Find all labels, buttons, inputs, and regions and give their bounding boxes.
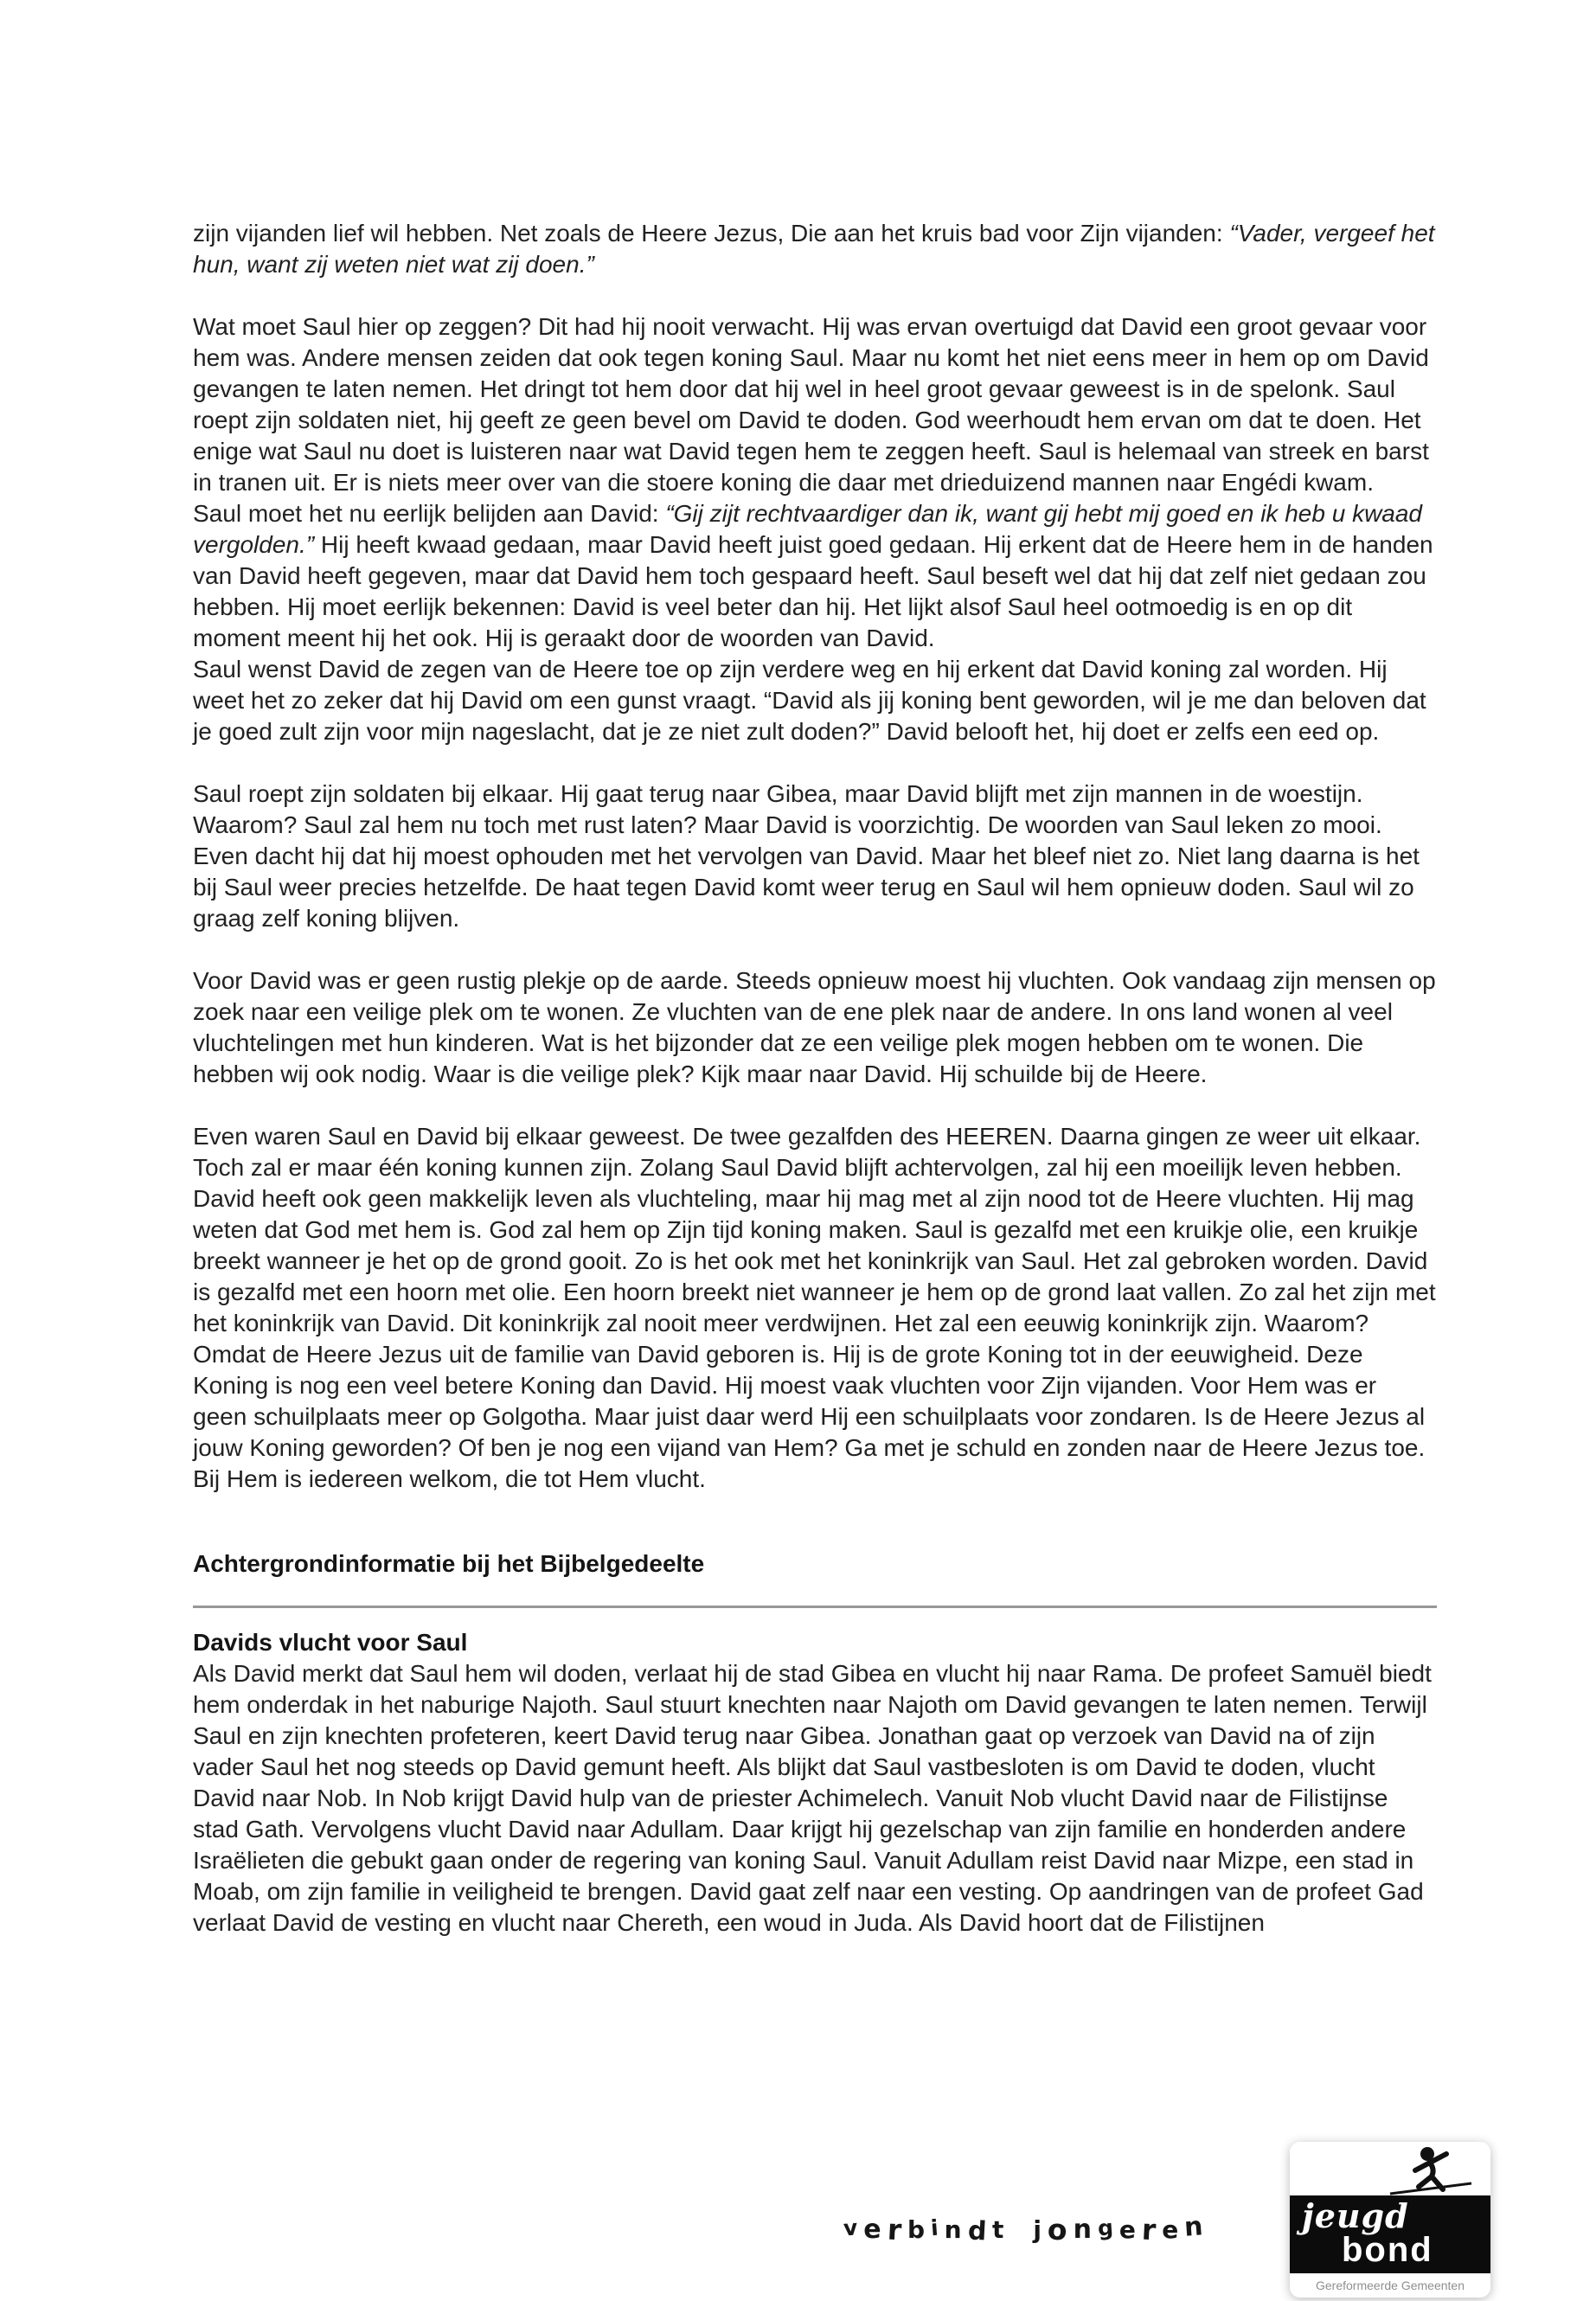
body-text: Hij heeft kwaad gedaan, maar David heeft juist goed gedaan. Hij erkent dat de Heere hem in de handen van David heeft gegeven, maar dat David hem toch gespaard heeft. Saul beseft wel dat hij dat zelf niet gedaan zou hebben. Hij moet eerlijk bekennen: David is veel beter dan hij. Het lijkt alsof Saul heel ootmoedig is en op dit moment meent hij het ook. Hij is geraakt door de woorden van David. <box>193 531 1433 651</box>
body-text: Saul roept zijn soldaten bij elkaar. Hij gaat terug naar Gibea, maar David blijft met zijn mannen in de woestijn. Waarom? Saul zal hem nu toch met rust laten? Maar David is voorzichtig. De woorden van Saul leken zo mooi. Even dacht hij dat hij moest ophouden met het vervolgen van David. Maar het bleef niet zo. Niet lang daarna is het bij Saul weer precies hetzelfde. De haat tegen David komt weer terug en Saul wil hem opnieuw doden. Saul wil zo graag zelf koning blijven. <box>193 780 1420 932</box>
paragraph <box>193 1658 1437 1939</box>
section-heading: Achtergrondinformatie bij het Bijbelgedeelte <box>193 1550 705 1577</box>
paragraph <box>193 1121 1437 1495</box>
paragraph <box>193 311 1437 498</box>
body-text: Wat moet Saul hier op zeggen? Dit had hij nooit verwacht. Hij was ervan overtuigd dat David een groot gevaar voor hem was. Andere mensen zeiden dat ook tegen koning Saul. Maar nu komt het niet eens meer in hem op om David gevangen te laten nemen. Het dringt tot hem door dat hij wel in heel groot gevaar geweest is in de spelonk. Saul roept zijn soldaten niet, hij geeft ze geen bevel om David te doden. God weerhoudt hem ervan om dat te doen. Het enige wat Saul nu doet is luisteren naar wat David tegen hem te zeggen heeft. Saul is helemaal van streek en barst in tranen uit. Er is niets meer over van die stoere koning die daar met drieduizend mannen naar Engédi kwam. <box>193 313 1429 496</box>
body-text: Als David merkt dat Saul hem wil doden, verlaat hij de stad Gibea en vlucht hij naar Rama. De profeet Samuël biedt hem onderdak in het naburige Najoth. Saul stuurt knechten naar Najoth om David gevangen te laten nemen. Terwijl Saul en zijn knechten profeteren, keert David terug naar Gibea. Jonathan gaat op verzoek van David na of zijn vader Saul het nog steeds op David gemunt heeft. Als blijkt dat Saul vastbesloten is om David te doden, vlucht David naar Nob. In Nob krijgt David hulp van de priester Achimelech. Vanuit Nob vlucht David naar de Filistijnse stad Gath. Vervolgens vlucht David naar Adullam. Daar krijgt hij gezelschap van zijn familie en honderden andere Israëlieten die gebukt gaan onder de regering van koning Saul. Vanuit Adullam reist David naar Mizpe, een stad in Moab, om zijn familie in veiligheid te brengen. David gaat zelf naar een vesting. Op aandringen van de profeet Gad verlaat David de vesting en vlucht naar Chereth, een woud in Juda. Als David hoort dat de Filistijnen <box>193 1660 1432 1936</box>
subsection-heading: Davids vlucht voor Saul <box>193 1629 468 1656</box>
logo-word-bond: bond <box>1342 2231 1433 2269</box>
paragraph <box>193 965 1437 1090</box>
body-text: Voor David was er geen rustig plekje op de aarde. Steeds opnieuw moest hij vluchten. Ook vandaag zijn mensen op zoek naar een veilige plek om te wonen. Ze vluchten van de ene plek naar de andere. In ons land wonen al veel vluchtelingen met hun kinderen. Wat is het bijzonder dat ze een veilige plek mogen hebben om te wonen. Die hebben wij ook nodig. Waar is die veilige plek? Kijk maar naar David. Hij schuilde bij de Heere. <box>193 967 1436 1087</box>
tagline-letter: v <box>843 2214 859 2241</box>
paragraph <box>193 654 1437 747</box>
tagline <box>843 2211 1209 2245</box>
tagline-letter: o <box>1046 2212 1068 2247</box>
tagline-letter: n <box>944 2215 962 2244</box>
logo-word-jeugd: jeugd <box>1302 2196 1409 2235</box>
tagline-letter: g <box>1097 2214 1114 2241</box>
logo-subtext: Gereformeerde Gemeenten <box>1290 2273 1490 2298</box>
paragraph <box>193 779 1437 934</box>
tagline-letter: r <box>886 2212 902 2247</box>
tagline-letter <box>1009 2214 1028 2240</box>
paragraph <box>193 498 1437 654</box>
body-text: Even waren Saul en David bij elkaar geweest. De twee gezalfden des HEEREN. Daarna gingen ze weer uit elkaar. Toch zal er maar één koning kunnen zijn. Zolang Saul David blijft achtervolgen, zal hij een moeilijk leven hebben. David heeft ook geen makkelijk leven als vluchteling, maar hij mag met al zijn nood tot de Heere vluchten. Hij mag weten dat God met hem is. God zal hem op Zijn tijd koning maken. Saul is gezalfd met een kruikje olie, een kruikje breekt wanneer je het op de grond gooit. Zo is het ook met het koninkrijk van Saul. Het zal gebroken worden. David is gezalfd met een hoorn met olie. Een hoorn breekt niet wanneer je hem op de grond laat vallen. Zo zal het zijn met het koninkrijk van David. Dit koninkrijk zal nooit meer verdwijnen. Het zal een eeuwig koninkrijk zijn. Waarom? Omdat de Heere Jezus uit de familie van David geboren is. Hij is de grote Koning tot in der eeuwigheid. Deze Koning is nog een veel betere Koning dan David. Hij moest vaak vluchten voor Zijn vijanden. Voor Hem was er geen schuilplaats meer op Golgotha. Maar juist daar werd Hij een schuilplaats voor zondaren. Is de Heere Jezus al jouw Koning geworden? Of ben je nog een vijand van Hem? Ga met je schuld en zonden naar de Heere Jezus toe. Bij Hem is iedereen welkom, die tot Hem vlucht. <box>193 1123 1436 1492</box>
body-text: Saul moet het nu eerlijk belijden aan David: <box>193 500 666 527</box>
background-text <box>193 1658 1437 1939</box>
body-text: Saul wenst David de zegen van de Heere toe op zijn verdere weg en hij erkent dat David koning zal worden. Hij weet het zo zeker dat hij David om een gunst vraagt. “David als jij koning bent geworden, wil je me dan beloven dat je goed zult zijn voor mijn nageslacht, dat je ze niet zult doden?” David belooft het, hij doet er zelfs een eed op. <box>193 656 1426 745</box>
tagline-letter: n <box>1183 2211 1204 2243</box>
document-content <box>193 218 1437 1939</box>
tagline-letter: e <box>1162 2215 1179 2244</box>
section-divider <box>193 1606 1437 1608</box>
jeugdbond-logo <box>1290 2142 1490 2298</box>
logo-wordmark <box>1290 2195 1490 2273</box>
tagline-letter: d <box>966 2215 987 2247</box>
jumping-person-icon <box>1290 2142 1490 2195</box>
quote-text: “Gij zijt rechtvaardiger dan ik, want gij hebt mij goed en ik heb u kwaad vergolden.” <box>193 500 1422 558</box>
tagline-letter: e <box>1118 2215 1136 2244</box>
tagline-letter: e <box>863 2214 881 2245</box>
tagline-letter: n <box>1073 2214 1093 2245</box>
paragraph <box>193 218 1437 280</box>
tagline-letter: r <box>1140 2212 1157 2247</box>
tagline-letter: i <box>929 2214 939 2241</box>
jumping-person-icon-svg <box>1378 2145 1482 2195</box>
main-text <box>193 218 1437 1495</box>
tagline-letter: j <box>1033 2215 1042 2244</box>
body-text: zijn vijanden lief wil hebben. Net zoals de Heere Jezus, Die aan het kruis bad voor Zijn vijanden: <box>193 220 1230 247</box>
tagline-letter: t <box>991 2215 1004 2244</box>
tagline-letter: b <box>907 2215 925 2244</box>
quote-text: “Vader, vergeef het hun, want zij weten niet wat zij doen.” <box>193 220 1435 278</box>
